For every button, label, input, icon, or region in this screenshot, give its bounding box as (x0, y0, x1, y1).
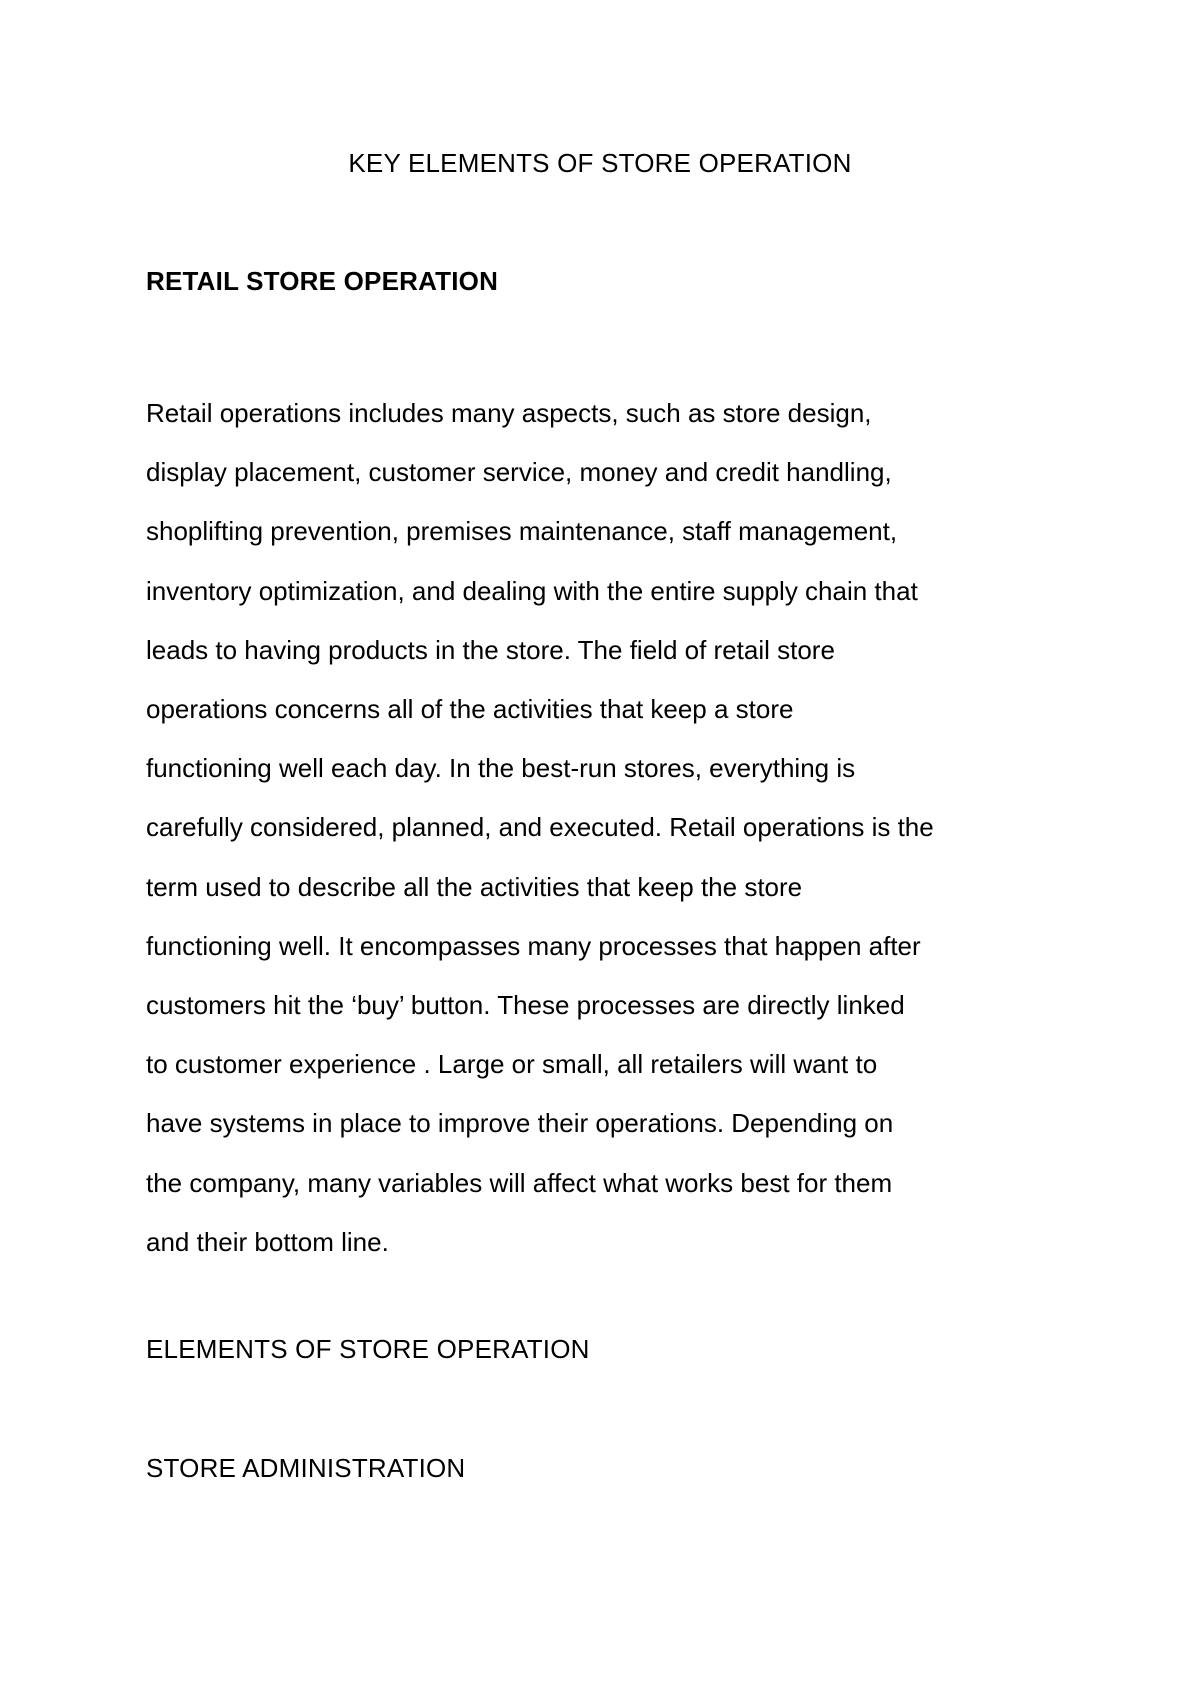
paragraph-line: functioning well. It encompasses many processes that happen after (146, 930, 921, 961)
paragraph-line: shoplifting prevention, premises maintenance, staff management, (146, 516, 898, 547)
paragraph-line: display placement, customer service, money and credit handling, (146, 457, 892, 488)
paragraph-line: operations concerns all of the activities that keep a store (146, 694, 794, 725)
paragraph-line: inventory optimization, and dealing with the entire supply chain that (146, 575, 918, 606)
document-title: KEY ELEMENTS OF STORE OPERATION (348, 148, 852, 178)
subheading-elements-of-store-operation: ELEMENTS OF STORE OPERATION (146, 1334, 590, 1364)
paragraph-line: have systems in place to improve their operations. Depending on (146, 1108, 894, 1139)
paragraph-line: customers hit the ‘buy’ button. These processes are directly linked (146, 990, 905, 1021)
paragraph-line: functioning well each day. In the best-run stores, everything is (146, 753, 856, 784)
paragraph-line: and their bottom line. (146, 1226, 389, 1257)
paragraph-line: term used to describe all the activities that keep the store (146, 871, 803, 902)
paragraph-line: leads to having products in the store. The field of retail store (146, 634, 835, 665)
section-heading-retail-store-operation: RETAIL STORE OPERATION (146, 266, 499, 296)
subheading-store-administration: STORE ADMINISTRATION (146, 1453, 466, 1483)
paragraph-line: the company, many variables will affect what works best for them (146, 1167, 893, 1198)
body-paragraph (146, 384, 1076, 1272)
paragraph-line: carefully considered, planned, and executed. Retail operations is the (146, 812, 934, 843)
paragraph-line: Retail operations includes many aspects, such as store design, (146, 398, 872, 428)
paragraph-line: to customer experience . Large or small, all retailers will want to (146, 1049, 878, 1080)
